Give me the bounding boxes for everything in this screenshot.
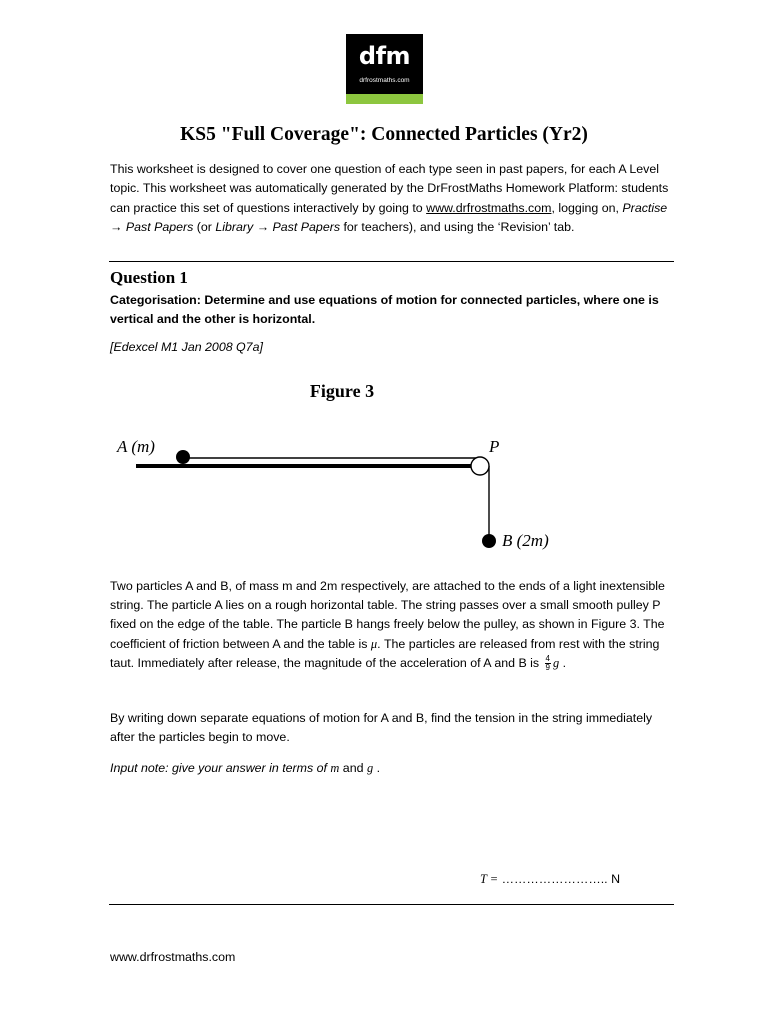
question-paragraph-2: By writing down separate equations of motion for A and B, find the tension in the string immediately after the particles begin to move. [110, 711, 653, 745]
intro-arrow-1: → [110, 220, 126, 235]
fraction-numerator: 4 [545, 654, 550, 664]
note-end: . [376, 761, 381, 775]
particle-a [176, 450, 190, 464]
note-and: and [342, 761, 364, 775]
fraction-denominator: 9 [545, 663, 550, 673]
dfm-logo [346, 34, 423, 104]
label-b: B (2m) [502, 531, 549, 550]
answer-dots[interactable]: …………………….. [501, 872, 608, 886]
intro-library: Library [215, 220, 254, 235]
question-paragraph-1 [110, 577, 670, 673]
question-heading: Question 1 [110, 268, 188, 287]
intro-part4: for teachers), and using the ‘Revision’ tab. [340, 220, 575, 235]
logo-text: dfm [358, 42, 411, 70]
particle-b [482, 534, 496, 548]
para1-part-a: Two particles A and B, of mass m and 2m respectively, are attached to the ends of a light inextensible string. The particle A lies on a rough horizontal table. The string passes over a small smooth pulley P fixed on the edge of the table. The particle B hangs freely below the pulley, as shown in Figure 3. The coefficient of friction between A and the table is [110, 579, 665, 651]
fraction-four-ninths [545, 655, 551, 672]
question-source: [Edexcel M1 Jan 2008 Q7a] [110, 340, 263, 354]
drfrostmaths-link[interactable]: www.drfrostmaths.com [426, 200, 552, 215]
logo-subtext: drfrostmaths.com [359, 77, 410, 84]
intro-practise: Practise [622, 200, 668, 215]
logo-accent-bar [346, 94, 423, 104]
question-categorisation: Categorisation: Determine and use equations of motion for connected particles, where one is vertical and the other is horizontal. [110, 293, 659, 327]
footer-url[interactable]: www.drfrostmaths.com [110, 950, 236, 964]
label-a: A (m) [117, 437, 155, 456]
intro-part2: , logging on, [551, 200, 623, 215]
note-prefix: Input note: give your answer in terms of [110, 761, 331, 775]
pulley-p [471, 457, 489, 475]
intro-past-papers-2: Past Papers [272, 220, 341, 235]
input-note [110, 761, 380, 776]
divider-top [109, 261, 674, 262]
intro-past-papers-1: Past Papers [125, 220, 194, 235]
label-p: P [489, 437, 500, 456]
intro-arrow-2: → [253, 220, 273, 235]
g-symbol: g [553, 655, 560, 670]
intro-part1: This worksheet is designed to cover one question of each type seen in past papers, for each A Level topic. This worksheet was automatically generated by the DrFrostMaths Homework Platform: students can practice this set of questions interactively by going to [110, 162, 669, 215]
answer-label: T = [480, 872, 499, 886]
para1-part-b: . The particles are released from rest with the string taut. Immediately after release, the magnitude of the acceleration of A and B is [110, 636, 660, 670]
figure-caption: Figure 3 [309, 381, 375, 401]
page-title: KS5 "Full Coverage": Connected Particles (Yr2) [180, 124, 588, 145]
answer-unit: N [611, 872, 621, 886]
answer-line[interactable] [480, 872, 620, 887]
note-g: g [366, 761, 374, 775]
intro-part3: (or [193, 220, 216, 235]
note-m: m [330, 761, 340, 775]
mu-symbol: μ [370, 636, 378, 651]
intro-paragraph [110, 160, 670, 238]
divider-bottom [109, 904, 674, 905]
figure-3-diagram [0, 370, 768, 560]
para1-part-c: . [562, 655, 567, 670]
